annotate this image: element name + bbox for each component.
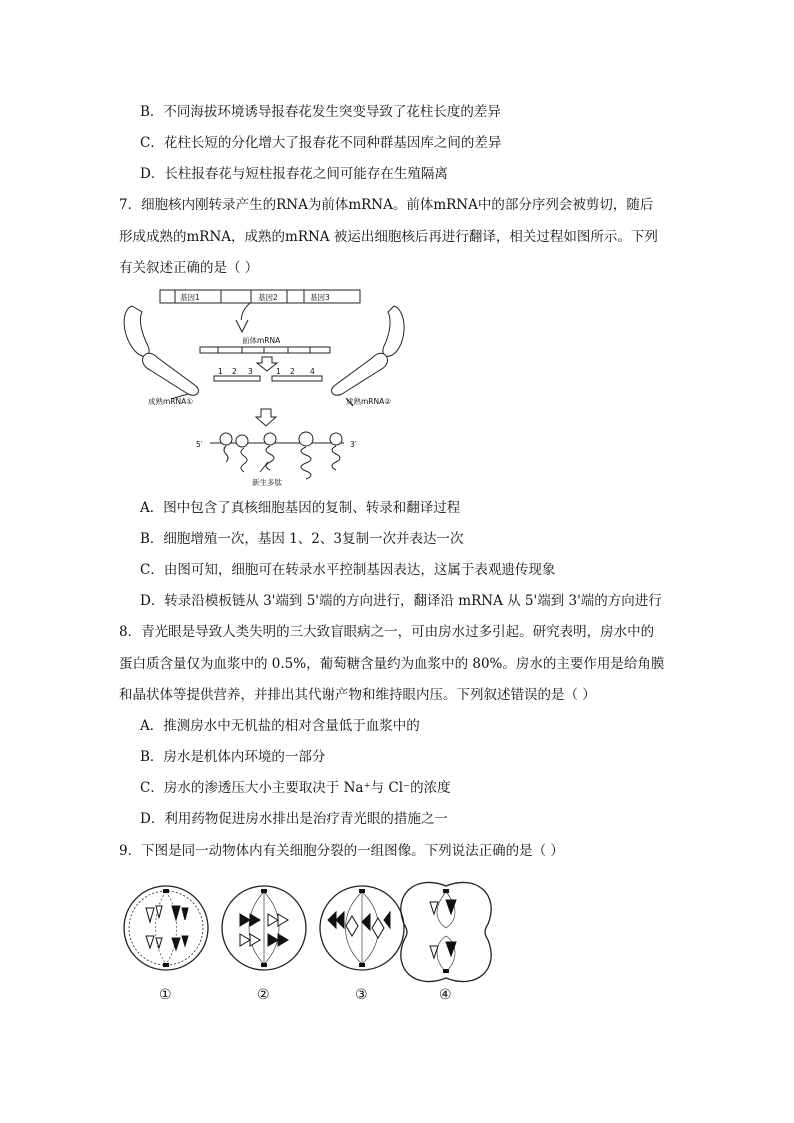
segment-number: 2 (232, 367, 237, 376)
mature-mrna-1-label: 成熟mRNA① (148, 397, 193, 406)
five-prime-end: 5′ (196, 440, 203, 449)
cell-label-4: ④ (439, 987, 452, 1003)
q6-option-c: C．花柱长短的分化增大了报春花不同种群基因库之间的差异 (140, 135, 502, 151)
q6-option-d: D．长柱报春花与短柱报春花之间可能存在生殖隔离 (140, 166, 448, 182)
mature-mrna-2-label: 成熟mRNA② (346, 397, 391, 406)
nascent-peptide-label: 新生多肽 (252, 478, 282, 487)
q7-option-c: C．由图可知，细胞可在转录水平控制基因表达，这属于表观遗传现象 (140, 562, 556, 578)
q7-option-b: B．细胞增殖一次，基因 1、2、3复制一次并表达一次 (140, 531, 464, 547)
q8-stem-line3: 和晶状体等提供营养，并排出其代谢产物和维持眼内压。下列叙述错误的是（ ） (119, 687, 596, 703)
q8-option-d: D．利用药物促进房水排出是治疗青光眼的措施之一 (140, 811, 448, 827)
q8-option-c: C．房水的渗透压大小主要取决于 Na⁺与 Cl⁻的浓度 (140, 780, 451, 796)
gene2-label: 基因2 (258, 293, 278, 302)
segment-number: 1 (218, 367, 223, 376)
q6-option-b: B．不同海拔环境诱导报春花发生突变导致了花柱长度的差异 (140, 104, 501, 120)
gene1-label: 基因1 (180, 293, 200, 302)
pre-mrna-label: 前体mRNA (242, 336, 281, 345)
segment-number: 3 (248, 367, 253, 376)
segment-number: 2 (290, 367, 295, 376)
q9-stem: 9．下图是同一动物体内有关细胞分裂的一组图像。下列说法正确的是（ ） (119, 843, 564, 859)
q7-option-d: D．转录沿模板链从 3'端到 5'端的方向进行，翻译沿 mRNA 从 5'端到 3'端的方向进行 (140, 593, 662, 609)
segment-number: 4 (310, 367, 315, 376)
q8-stem-line1: 8．青光眼是导致人类失明的三大致盲眼病之一，可由房水过多引起。研究表明，房水中的 (119, 624, 655, 640)
cell-label-2: ② (257, 987, 270, 1003)
cell-label-1: ① (159, 987, 172, 1003)
q7-stem-line3: 有关叙述正确的是（ ） (119, 260, 259, 276)
cell-label-3: ③ (355, 987, 368, 1003)
q7-stem-line1: 7．细胞核内刚转录产生的RNA为前体mRNA。前体mRNA中的部分序列会被剪切，随后 (119, 197, 654, 213)
q8-stem-line2: 蛋白质含量仅为血浆中的 0.5%，葡萄糖含量约为血浆中的 80%。房水的主要作用是给角膜 (119, 656, 665, 672)
q7-stem-line2: 形成成熟的mRNA，成熟的mRNA 被运出细胞核后再进行翻译，相关过程如图所示。下列 (119, 229, 658, 245)
three-prime-end: 3′ (350, 440, 357, 449)
gene3-label: 基因3 (310, 293, 330, 302)
segment-number: 1 (276, 367, 281, 376)
q7-option-a: A．图中包含了真核细胞基因的复制、转录和翻译过程 (140, 500, 461, 516)
q8-option-b: B．房水是机体内环境的一部分 (140, 749, 326, 765)
cell-division-figure (116, 876, 496, 1006)
gene-expression-figure (118, 286, 418, 494)
q8-option-a: A．推测房水中无机盐的相对含量低于血浆中的 (140, 718, 420, 734)
